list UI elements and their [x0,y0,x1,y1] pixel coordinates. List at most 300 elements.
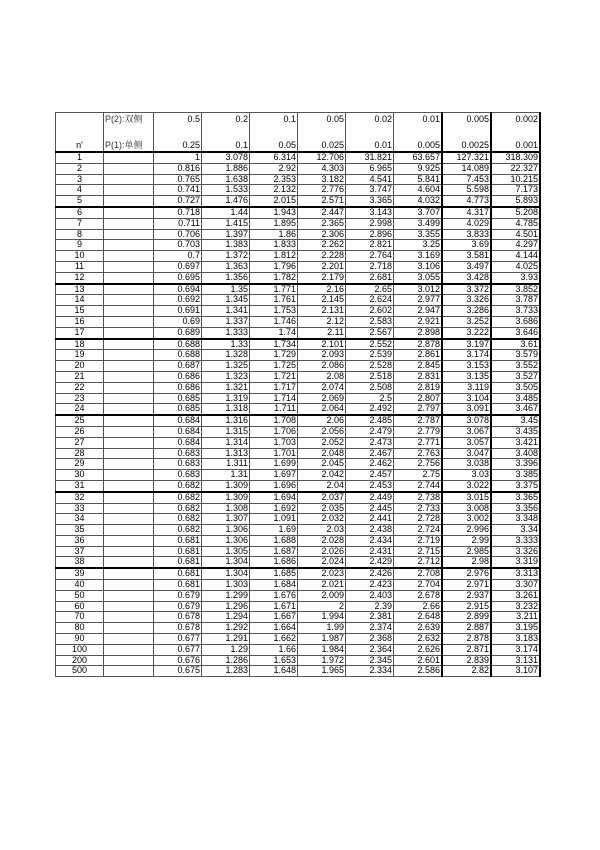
df-cell: 15 [56,306,104,317]
t-value-cell: 2.744 [394,480,443,491]
t-value-cell: 3.135 [442,371,491,382]
df-cell: 80 [56,623,104,634]
df-cell: 12 [56,272,104,283]
blank-cell [104,535,154,546]
table-row [56,163,541,174]
t-value-cell: 1.29 [202,644,250,655]
t-value-cell: 3.428 [442,272,491,283]
t-value-cell: 1.307 [202,514,250,525]
t-value-cell: 2.353 [250,174,298,185]
t-value-cell: 3.485 [491,393,540,404]
table-row [56,666,541,677]
t-value-cell: 1.372 [202,251,250,262]
blank-cell [104,590,154,601]
table-row [56,470,541,481]
t-value-cell: 0.683 [154,459,202,470]
t-value-cell: 2.131 [298,306,346,317]
t-value-cell: 1.703 [250,437,298,448]
df-cell: 6 [56,207,104,218]
df-cell: 27 [56,437,104,448]
t-value-cell: 1.309 [202,480,250,491]
t-value-cell: 3.143 [346,207,394,218]
t-value-cell: 1.294 [202,612,250,623]
t-value-cell: 2.763 [394,448,443,459]
t-value-cell: 2.92 [250,163,298,174]
t-value-cell: 5.893 [491,196,540,207]
t-value-cell: 2.042 [298,470,346,481]
t-value-cell: 1.091 [250,514,298,525]
t-value-cell: 3.747 [346,185,394,196]
t-value-cell: 1.746 [250,316,298,327]
t-value-cell: 2.586 [394,666,443,677]
t-value-cell: 3.707 [394,207,443,218]
t-value-cell: 2.492 [346,404,394,415]
t-value-cell: 2.996 [442,525,491,536]
t-value-cell: 2.16 [298,284,346,295]
t-value-cell: 4.303 [298,163,346,174]
blank-cell [104,580,154,591]
t-value-cell: 7.173 [491,185,540,196]
df-cell: 38 [56,557,104,568]
t-value-cell: 3.104 [442,393,491,404]
t-value-cell: 0.688 [154,339,202,350]
table-row [56,568,541,579]
table-row [56,251,541,262]
header-row-two-sided [56,113,541,133]
t-value-cell: 0.681 [154,580,202,591]
t-value-cell: 2.947 [394,306,443,317]
df-cell: 1 [56,152,104,163]
df-cell: 28 [56,448,104,459]
p1-value: 0.005 [394,132,443,152]
df-cell: 200 [56,655,104,666]
t-value-cell: 1.316 [202,415,250,426]
t-value-cell: 1.696 [250,480,298,491]
t-value-cell: 1.397 [202,229,250,240]
blank-cell [104,459,154,470]
t-value-cell: 1.965 [298,666,346,677]
t-value-cell: 2.887 [442,623,491,634]
t-value-cell: 1.313 [202,448,250,459]
t-value-cell: 1.664 [250,623,298,634]
t-value-cell: 2.449 [346,492,394,503]
t-value-cell: 1.44 [202,207,250,218]
t-value-cell: 1.314 [202,437,250,448]
t-value-cell: 1.725 [250,361,298,372]
t-value-cell: 1.31 [202,470,250,481]
t-value-cell: 3.107 [491,666,540,677]
t-value-cell: 2.66 [394,601,443,612]
t-value-cell: 2.567 [346,327,394,338]
p2-value: 0.2 [202,113,250,133]
df-cell: 36 [56,535,104,546]
t-value-cell: 1.283 [202,666,250,677]
t-value-cell: 3.03 [442,470,491,481]
t-value-cell: 2.12 [298,316,346,327]
t-value-cell: 2.518 [346,371,394,382]
p1-value: 0.025 [298,132,346,152]
df-cell: 70 [56,612,104,623]
t-value-cell: 0.677 [154,644,202,655]
t-value-cell: 2.639 [394,623,443,634]
t-value-cell: 3.355 [394,229,443,240]
t-value-cell: 2.434 [346,535,394,546]
blank-cell [104,382,154,393]
t-value-cell: 4.025 [491,261,540,272]
table-row [56,284,541,295]
p2-value: 0.5 [154,113,202,133]
blank-cell [104,470,154,481]
t-value-cell: 1.341 [202,306,250,317]
t-value-cell: 0.684 [154,437,202,448]
df-cell: 7 [56,218,104,229]
t-value-cell: 2.035 [298,503,346,514]
p2-value: 0.01 [394,113,443,133]
t-value-cell: 2.132 [250,185,298,196]
t-value-cell: 2.632 [394,634,443,645]
t-value-cell: 4.501 [491,229,540,240]
t-value-cell: 2 [298,601,346,612]
t-value-cell: 2.728 [394,514,443,525]
t-value-cell: 1.69 [250,525,298,536]
t-value-cell: 2.5 [346,393,394,404]
t-value-cell: 2.704 [394,580,443,591]
t-value-cell: 1.296 [202,601,250,612]
table-row [56,655,541,666]
t-value-cell: 2.009 [298,590,346,601]
t-value-cell: 1.697 [250,470,298,481]
t-value-cell: 2.069 [298,393,346,404]
t-value-cell: 3.211 [491,612,540,623]
t-value-cell: 2.441 [346,514,394,525]
table-row [56,371,541,382]
t-value-cell: 9.925 [394,163,443,174]
t-value-cell: 4.297 [491,240,540,251]
t-value-cell: 0.681 [154,568,202,579]
t-value-cell: 2.306 [298,229,346,240]
t-value-cell: 1.476 [202,196,250,207]
t-value-cell: 3.45 [491,415,540,426]
t-value-cell: 3.319 [491,557,540,568]
t-value-cell: 1.833 [250,240,298,251]
blank-cell [104,240,154,251]
t-value-cell: 6.965 [346,163,394,174]
t-value-cell: 2.99 [442,535,491,546]
t-value-cell: 1.753 [250,306,298,317]
blank-cell [104,185,154,196]
blank-cell [104,284,154,295]
t-value-cell: 0.697 [154,261,202,272]
t-value-cell: 2.39 [346,601,394,612]
t-value-cell: 2.037 [298,492,346,503]
t-value-cell: 1 [154,152,202,163]
t-value-cell: 2.779 [394,426,443,437]
t-value-cell: 0.727 [154,196,202,207]
t-value-cell: 2.365 [298,218,346,229]
t-value-cell: 3.174 [442,350,491,361]
df-cell: 18 [56,339,104,350]
t-value-cell: 0.676 [154,655,202,666]
t-value-cell: 2.145 [298,295,346,306]
table-row [56,612,541,623]
t-value-cell: 2.528 [346,361,394,372]
table-row [56,546,541,557]
t-value-cell: 2.473 [346,437,394,448]
t-value-cell: 3.078 [202,152,250,163]
t-value-cell: 3.182 [298,174,346,185]
p1-value: 0.25 [154,132,202,152]
t-value-cell: 0.686 [154,371,202,382]
t-value-cell: 3.686 [491,316,540,327]
blank-cell [104,426,154,437]
table-row [56,327,541,338]
t-value-cell: 2.06 [298,415,346,426]
t-value-cell: 3.119 [442,382,491,393]
t-value-cell: 2.861 [394,350,443,361]
t-value-cell: 1.686 [250,557,298,568]
df-cell: 5 [56,196,104,207]
t-value-cell: 4.317 [442,207,491,218]
t-value-cell: 3.286 [442,306,491,317]
t-value-cell: 3.581 [442,251,491,262]
blank-cell [104,229,154,240]
t-value-cell: 1.972 [298,655,346,666]
t-value-cell: 1.671 [250,601,298,612]
table-row [56,404,541,415]
t-value-cell: 2.11 [298,327,346,338]
t-value-cell: 1.734 [250,339,298,350]
t-value-cell: 1.714 [250,393,298,404]
t-value-cell: 3.078 [442,415,491,426]
t-value-cell: 2.915 [442,601,491,612]
t-value-cell: 2.08 [298,371,346,382]
t-value-cell: 12.706 [298,152,346,163]
t-value-cell: 2.438 [346,525,394,536]
t-value-cell: 3.022 [442,480,491,491]
blank-cell [104,251,154,262]
t-value-cell: 1.782 [250,272,298,283]
t-value-cell: 1.337 [202,316,250,327]
t-value-cell: 1.305 [202,546,250,557]
blank-cell [104,634,154,645]
table-row [56,350,541,361]
t-value-cell: 1.667 [250,612,298,623]
p2-value: 0.02 [346,113,394,133]
t-value-cell: 0.7 [154,251,202,262]
p2-value: 0.1 [250,113,298,133]
t-value-cell: 2.045 [298,459,346,470]
t-value-cell: 2.426 [346,568,394,579]
t-value-cell: 0.683 [154,470,202,481]
t-value-cell: 0.69 [154,316,202,327]
t-value-cell: 2.878 [394,339,443,350]
blank-cell [104,393,154,404]
t-value-cell: 2.82 [442,666,491,677]
table-row [56,393,541,404]
t-value-cell: 2.571 [298,196,346,207]
t-value-cell: 0.695 [154,272,202,283]
df-cell: 60 [56,601,104,612]
df-cell: 32 [56,492,104,503]
t-value-cell: 1.306 [202,525,250,536]
t-value-cell: 2.023 [298,568,346,579]
t-value-cell: 2.021 [298,580,346,591]
t-value-cell: 1.699 [250,459,298,470]
t-value-cell: 3.552 [491,361,540,372]
n-header-top [56,113,104,133]
table-row [56,207,541,218]
df-cell: 37 [56,546,104,557]
t-value-cell: 2.485 [346,415,394,426]
t-value-cell: 3.222 [442,327,491,338]
blank-cell [104,644,154,655]
df-cell: 24 [56,404,104,415]
t-value-cell: 1.943 [250,207,298,218]
t-value-cell: 1.315 [202,426,250,437]
p2-value: 0.002 [491,113,540,133]
t-value-cell: 2.374 [346,623,394,634]
blank-cell [104,350,154,361]
t-value-cell: 3.348 [491,514,540,525]
t-value-cell: 2.878 [442,634,491,645]
t-value-cell: 3.375 [491,480,540,491]
t-value-cell: 3.174 [491,644,540,655]
t-value-cell: 0.684 [154,415,202,426]
t-value-cell: 2.447 [298,207,346,218]
t-value-cell: 2.787 [394,415,443,426]
table-row [56,480,541,491]
p2-value: 0.005 [442,113,491,133]
df-cell: 500 [56,666,104,677]
table-row [56,448,541,459]
df-cell: 25 [56,415,104,426]
table-row [56,272,541,283]
t-value-cell: 2.977 [394,295,443,306]
t-value-cell: 2.364 [346,644,394,655]
table-row [56,503,541,514]
t-value-cell: 2.921 [394,316,443,327]
t-value-cell: 3.047 [442,448,491,459]
t-value-cell: 2.056 [298,426,346,437]
blank-cell [104,623,154,634]
t-value-cell: 3.057 [442,437,491,448]
t-value-cell: 3.61 [491,339,540,350]
df-cell: 13 [56,284,104,295]
blank-cell [104,207,154,218]
t-value-cell: 1.304 [202,568,250,579]
t-value-cell: 1.812 [250,251,298,262]
t-value-cell: 1.356 [202,272,250,283]
blank-cell [104,218,154,229]
t-value-cell: 2.839 [442,655,491,666]
t-value-cell: 2.445 [346,503,394,514]
t-value-cell: 2.899 [442,612,491,623]
blank-cell [104,404,154,415]
blank-cell [104,327,154,338]
t-value-cell: 3.421 [491,437,540,448]
t-value-cell: 2.052 [298,437,346,448]
table-row [56,361,541,372]
t-value-cell: 2.026 [298,546,346,557]
t-value-cell: 2.508 [346,382,394,393]
t-value-cell: 3.505 [491,382,540,393]
t-value-cell: 4.604 [394,185,443,196]
df-cell: 16 [56,316,104,327]
df-cell: 29 [56,459,104,470]
t-value-cell: 5.841 [394,174,443,185]
t-value-cell: 0.682 [154,525,202,536]
t-value-cell: 0.718 [154,207,202,218]
df-cell: 35 [56,525,104,536]
t-value-cell: 1.325 [202,361,250,372]
t-value-cell: 2.048 [298,448,346,459]
t-value-cell: 0.741 [154,185,202,196]
t-value-cell: 14.089 [442,163,491,174]
t-value-cell: 3.93 [491,272,540,283]
t-value-cell: 4.541 [346,174,394,185]
p2-label: P(2):双侧 [104,113,154,133]
t-value-cell: 2.681 [346,272,394,283]
df-cell: 33 [56,503,104,514]
t-value-cell: 1.685 [250,568,298,579]
t-value-cell: 0.681 [154,546,202,557]
t-value-cell: 3.497 [442,261,491,272]
t-value-cell: 2.976 [442,568,491,579]
t-value-cell: 3.326 [491,546,540,557]
t-value-cell: 3.467 [491,404,540,415]
t-value-cell: 0.686 [154,382,202,393]
t-value-cell: 0.706 [154,229,202,240]
blank-cell [104,546,154,557]
t-value-cell: 0.692 [154,295,202,306]
t-value-cell: 2.467 [346,448,394,459]
t-value-cell: 1.318 [202,404,250,415]
table-row [56,240,541,251]
df-cell: 10 [56,251,104,262]
blank-cell [104,174,154,185]
t-value-cell: 127.321 [442,152,491,163]
t-value-cell: 2.985 [442,546,491,557]
t-value-cell: 2.819 [394,382,443,393]
t-value-cell: 6.314 [250,152,298,163]
t-value-cell: 1.796 [250,261,298,272]
t-value-cell: 2.718 [346,261,394,272]
t-value-cell: 0.711 [154,218,202,229]
t-value-cell: 1.415 [202,218,250,229]
t-value-cell: 0.685 [154,404,202,415]
t-value-cell: 1.321 [202,382,250,393]
df-cell: 40 [56,580,104,591]
blank-cell [104,666,154,677]
t-value-cell: 2.715 [394,546,443,557]
t-value-cell: 3.25 [394,240,443,251]
t-value-cell: 3.197 [442,339,491,350]
t-value-cell: 3.015 [442,492,491,503]
t-value-cell: 1.323 [202,371,250,382]
t-value-cell: 3.385 [491,470,540,481]
table-row [56,185,541,196]
df-cell: 22 [56,382,104,393]
t-value-cell: 2.708 [394,568,443,579]
table-row [56,634,541,645]
t-value-cell: 3.012 [394,284,443,295]
t-value-cell: 2.98 [442,557,491,568]
blank-cell [104,316,154,327]
blank-cell [104,612,154,623]
p2-value: 0.05 [298,113,346,133]
table-row [56,261,541,272]
t-value-cell: 2.624 [346,295,394,306]
